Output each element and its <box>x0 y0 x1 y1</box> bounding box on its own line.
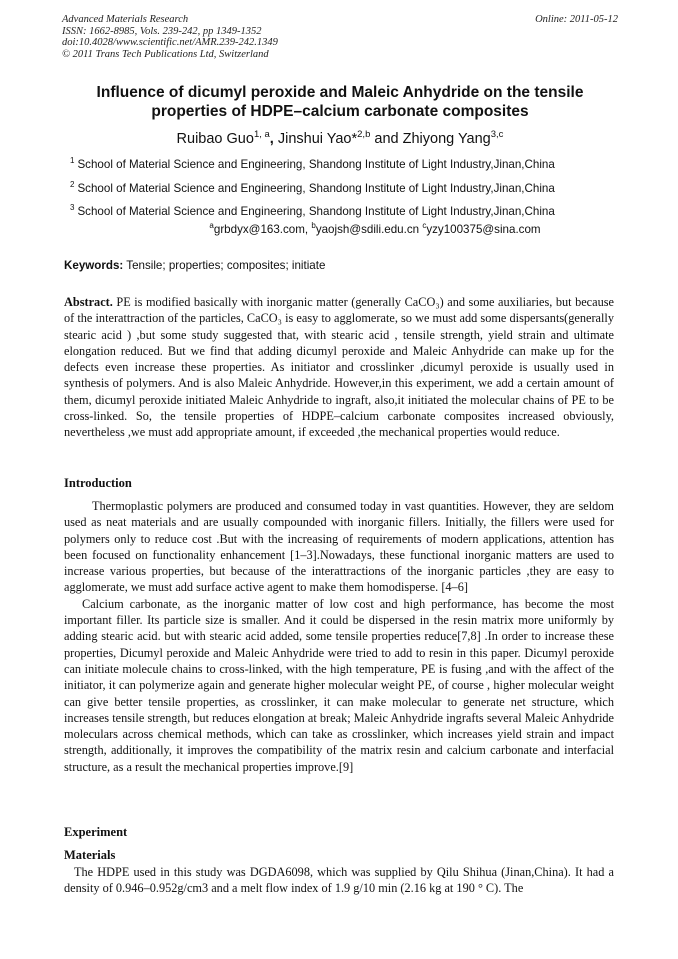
title-line-2: properties of HDPE–calcium carbonate composites <box>151 103 529 120</box>
introduction-body <box>64 498 614 775</box>
affiliation-text: School of Material Science and Engineering, Shandong Institute of Light Industry,Jinan,China <box>77 204 555 218</box>
paragraph: The HDPE used in this study was DGDA6098, which was supplied by Qilu Shihua (Jinan,China). It had a density of 0.946–0.952g/cm3 and a melt flow index of 1.9 g/10 min (2.16 kg at 190 ° C). The <box>64 865 614 896</box>
keywords-text: Tensile; properties; composites; initiate <box>123 259 326 272</box>
author-affil-mark: 3,c <box>490 129 504 140</box>
affiliation <box>70 154 618 172</box>
email-mark: b <box>311 221 316 230</box>
section-heading-experiment: Experiment <box>64 825 128 839</box>
title-line-1: Influence of dicumyl peroxide and Maleic Anhydride on the tensile <box>96 84 584 101</box>
author-emails <box>62 221 618 236</box>
email-link[interactable]: grbdyx@163.com, <box>213 222 312 236</box>
affiliation-number: 2 <box>70 180 75 189</box>
affiliation-text: School of Material Science and Engineering, Shandong Institute of Light Industry,Jinan,China <box>77 157 555 171</box>
section-heading-introduction: Introduction <box>64 476 132 490</box>
keywords-label: Keywords: <box>64 259 124 272</box>
journal-header <box>62 14 618 60</box>
author-name: Jinshui Yao* <box>277 130 358 147</box>
doi-line[interactable]: doi:10.4028/www.scientific.net/AMR.239-242.1349 <box>62 37 278 48</box>
affiliation <box>70 178 618 196</box>
affiliation-text: School of Material Science and Engineering, Shandong Institute of Light Industry,Jinan,China <box>77 181 555 195</box>
keywords <box>64 259 620 272</box>
email-link[interactable]: yaojsh@sdili.edu.cn <box>315 222 423 236</box>
author-name: Ruibao Guo <box>176 130 254 147</box>
online-date: Online: 2011-05-12 <box>535 14 618 25</box>
materials-body <box>64 864 614 897</box>
subsection-heading-materials: Materials <box>64 848 116 862</box>
paragraph: Calcium carbonate, as the inorganic matter of low cost and high performance, has become the most important filler. Its particle size is smaller. And it could be dispersed in the resin matrix more uniformly by adding stearic acid. but with stearic acid added, some tensile properties reduce[7,8] .In order to increase these properties, Dicumyl peroxide and Maleic Anhydride were tried to add to resin in this paper. Dicumyl peroxide can initiate molecule chains to cross-linked, with the high temperature, PE is fusing ,and with the affect of the initiator, it can polymerize again and generate higher molecular weight PE, of course , higher molecular weight can give better tensile properties, as crosslinker, it can make molecular to generate net structure, which increases tensile strength, but reduces elongation at break; Maleic Anhydride ingrafts several Maleic Anhydride moleculars across chemical methods, which can take as crosslinker, which increases yield strain and impact strength, additionally, it improves the compatibility of the matrix resin and calcium carbonate and interfacial structure, as a result the mechanical properties improve.[9] <box>64 596 614 774</box>
paper-title <box>62 83 618 121</box>
email-mark: c <box>422 221 427 230</box>
affiliation <box>70 201 618 219</box>
copyright-line: © 2011 Trans Tech Publications Ltd, Switzerland <box>62 48 269 60</box>
abstract-label: Abstract. <box>64 295 113 309</box>
author-affil-mark: 1, a <box>253 129 270 140</box>
author-affil-mark: 2,b <box>357 129 371 140</box>
email-link[interactable]: yzy100375@sina.com <box>426 222 541 236</box>
affiliation-number: 1 <box>70 156 75 165</box>
author-separator: , <box>269 130 278 147</box>
author-name: Zhiyong Yang <box>402 130 491 147</box>
paragraph: Thermoplastic polymers are produced and consumed today in vast quantities. However, they are seldom used as neat materials and are usually compounded with inorganic fillers. Initially, the fillers were used for polymers only to reduce cost .But with the increasing of requirements of modern applications, attention has been focused on functionality enhancement [1–3].Nowadays, these functional inorganic matters are used to increase various properties, but because of the interattractions of the inorganic particles ,they are easy to agglomerate, we must add surface active agent to make them homodisperse. [4–6] <box>64 499 614 595</box>
abstract-text: PE is modified basically with inorganic matter (generally CaCO₃) and some auxiliaries, but because of the interattraction of the particles, CaCO₃ is easy to agglomerate, so we must add some dispersants(generally stearic acid ) ,but some study suggested that, with stearic acid , tensile strength, yield strain and ultimate elongation reduced. But we find that adding dicumyl peroxide and Maleic Anhydride can make up for the defects even increase these properties. As initiator and crosslinker ,dicumyl peroxide is usually used in synthesis of polymers. And is also Maleic Anhydride. However,in this experiment, we add a certain amount of them, dicumyl peroxide initiated Maleic Anhydride to ingraft, also,it initiated the molecular chains of PE to be cross-linked. So, the tensile properties of HDPE–calcium carbonate composites increased obviously, nevertheless ,we must add appropriate amount, if exceeded ,the mechanical properties would reduce. <box>64 295 614 440</box>
issn-line: ISSN: 1662-8985, Vols. 239-242, pp 1349-1352 <box>62 25 262 37</box>
abstract <box>64 294 614 441</box>
author-list <box>62 129 618 147</box>
journal-name: Advanced Materials Research <box>62 14 189 25</box>
author-separator: and <box>370 130 403 147</box>
email-mark: a <box>209 221 214 230</box>
affiliation-number: 3 <box>70 203 75 212</box>
